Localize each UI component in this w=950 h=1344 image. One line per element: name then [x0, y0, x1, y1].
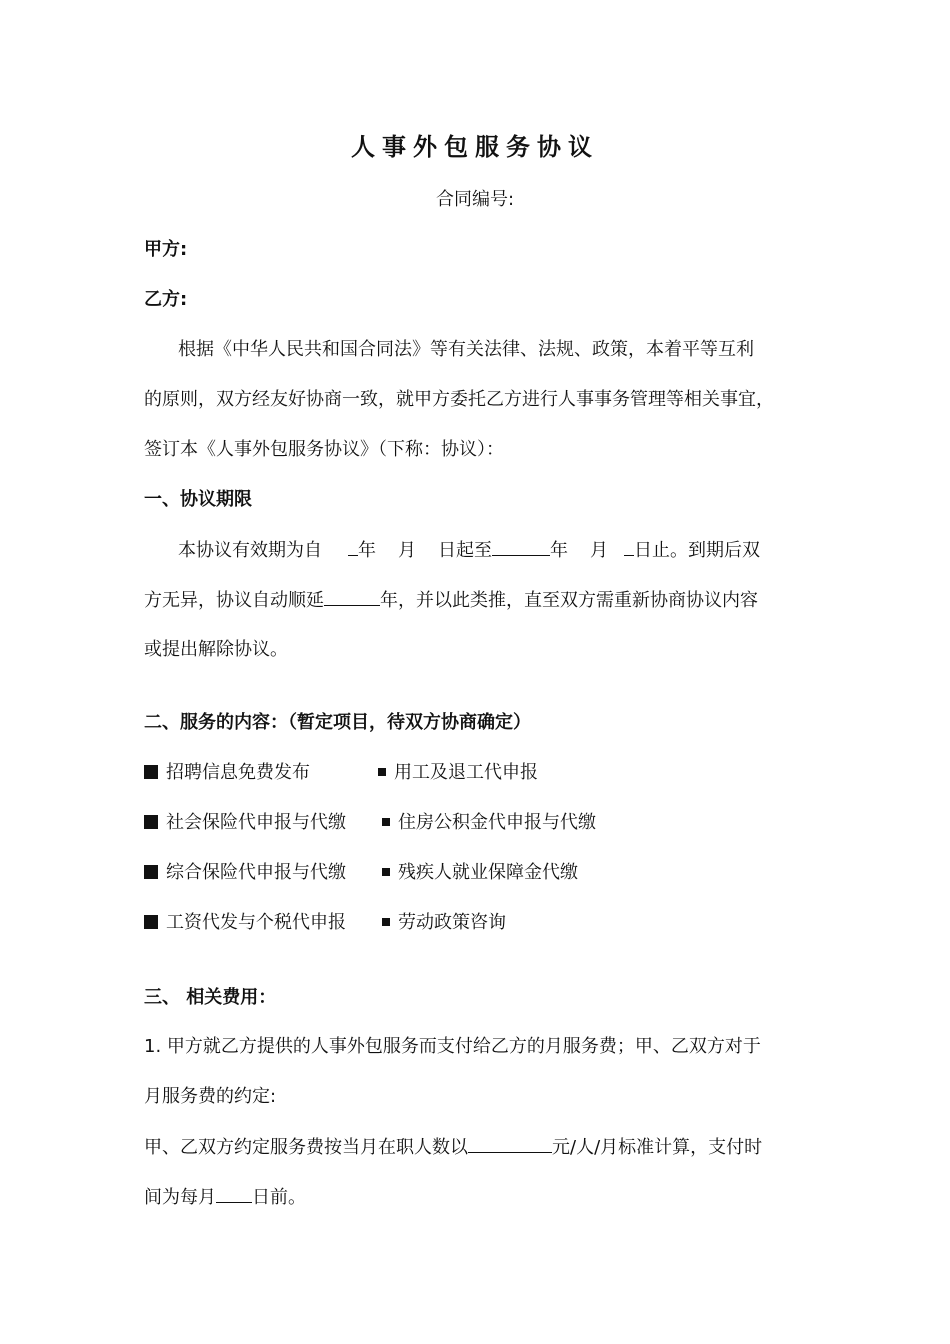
service-item [382, 810, 596, 836]
term-text: 本协议有效期为自 [178, 540, 322, 561]
end-year-blank [492, 537, 550, 556]
end-day-blank [624, 537, 634, 556]
document-title: 人事外包服务协议 [351, 133, 599, 161]
square-bullet-icon [382, 818, 390, 826]
service-item [144, 860, 346, 886]
fee-line-2: 月服务费的约定: [144, 1086, 277, 1107]
square-bullet-icon [144, 765, 158, 779]
start-year-blank [348, 537, 358, 556]
fee-line-4 [144, 1184, 306, 1211]
year-unit: 年 [358, 540, 376, 561]
payment-text-2: 日前。 [252, 1187, 306, 1208]
payment-day-blank [216, 1184, 252, 1203]
service-item-label: 社会保险代申报与代缴 [166, 812, 346, 833]
square-bullet-icon [144, 815, 158, 829]
service-item-label: 残疾人就业保障金代缴 [398, 862, 578, 883]
square-bullet-icon [382, 918, 390, 926]
service-item-label: 用工及退工代申报 [394, 762, 538, 783]
service-item [144, 760, 310, 786]
fee-line-3 [144, 1134, 762, 1161]
service-item-label: 住房公积金代申报与代缴 [398, 812, 596, 833]
term-line-2 [144, 587, 758, 614]
renewal-years-blank [324, 587, 380, 606]
service-item-label: 工资代发与个税代申报 [166, 912, 346, 933]
term-line-3: 或提出解除协议。 [144, 639, 288, 660]
month-unit: 月 [590, 540, 608, 561]
intro-line-2: 的原则，双方经友好协商一致，就甲方委托乙方进行人事事务管理等相关事宜， [144, 389, 774, 410]
square-bullet-icon [144, 915, 158, 929]
renewal-text: 方无异，协议自动顺延 [144, 590, 324, 611]
intro-line-1: 根据《中华人民共和国合同法》等有关法律、法规、政策，本着平等互利 [178, 339, 754, 360]
contract-number-label: 合同编号: [435, 189, 515, 210]
service-item-label: 招聘信息免费发布 [166, 762, 310, 783]
day-unit: 日起至 [438, 540, 492, 561]
party-b-label: 乙方: [144, 289, 188, 310]
term-end-text: 日止。到期后双 [634, 540, 760, 561]
square-bullet-icon [382, 868, 390, 876]
square-bullet-icon [144, 865, 158, 879]
party-a-label: 甲方: [144, 239, 188, 260]
payment-text: 间为每月 [144, 1187, 216, 1208]
fee-text: 甲、乙双方约定服务费按当月在职人数以 [144, 1137, 468, 1158]
service-item [382, 910, 506, 936]
service-item-label: 劳动政策咨询 [398, 912, 506, 933]
service-item [144, 910, 346, 936]
year-unit: 年 [550, 540, 568, 561]
service-item [378, 760, 538, 786]
service-item [144, 810, 346, 836]
term-line-1 [178, 537, 760, 564]
service-item-label: 综合保险代申报与代缴 [166, 862, 346, 883]
service-item [382, 860, 578, 886]
renewal-text-2: 年，并以此类推，直至双方需重新协商协议内容 [380, 590, 758, 611]
section2-heading: 二、服务的内容：（暂定项目，待双方协商确定） [144, 712, 531, 733]
fee-line-1: 1. 甲方就乙方提供的人事外包服务而支付给乙方的月服务费；甲、乙双方对于 [144, 1036, 761, 1057]
month-unit: 月 [398, 540, 416, 561]
section3-heading: 三、 相关费用： [144, 987, 277, 1008]
fee-text-2: 元/人/月标准计算，支付时 [552, 1137, 763, 1158]
square-bullet-icon [378, 768, 386, 776]
fee-amount-blank [468, 1134, 552, 1153]
section1-heading: 一、协议期限 [144, 489, 252, 510]
intro-line-3: 签订本《人事外包服务协议》（下称：协议）： [144, 439, 504, 460]
